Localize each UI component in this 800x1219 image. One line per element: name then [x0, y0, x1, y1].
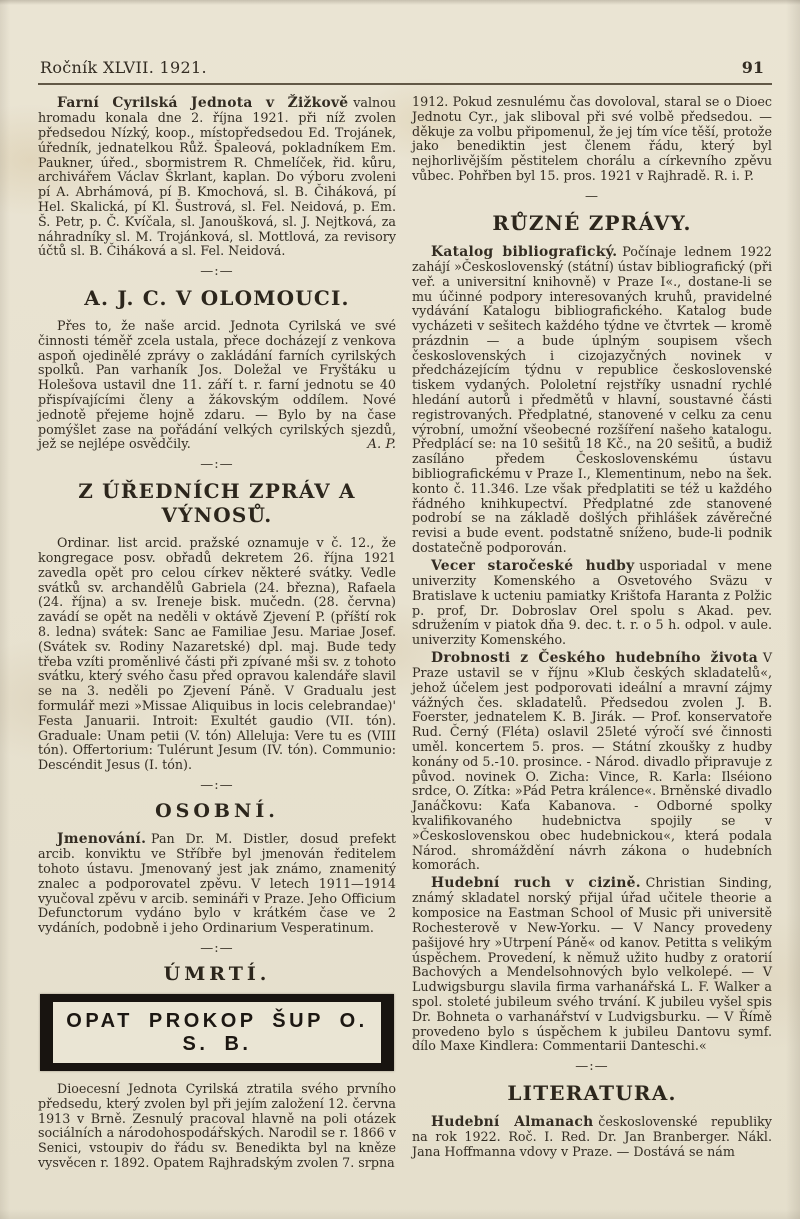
paragraph-text-literatura: československé republiky na rok 1922. Roč. I. Red. Dr. Jan Branberger. Nákl. Jana Hoffmanna vdovy v Praze. — Dostává se nám — [412, 1114, 772, 1160]
paragraph-lead-drobnosti: Drobnosti z Českého hudebního života — [431, 649, 758, 666]
paragraph-cizina — [412, 875, 772, 1054]
paragraph-umrti — [38, 1082, 396, 1171]
section-divider: —:— — [200, 778, 234, 794]
paragraph-text-osobni: Pan Dr. M. Distler, dosud prefekt arcib. konviktu ve Stříbře byl jmenován ředitelem tohoto ústavu. Jmenovaný jest jak známo, znamenitý znalec a podporovatel zpěvu. V letech 1911—1914 vyučoval zpěvu v arcib. semináři v Praze. Jeho Officium Defunctorum vydáno bylo v krátkém čase ve 2 vydáních, podobně i jeho Ordinarium Vesperatinum. — [38, 831, 396, 936]
section-divider: — — [585, 188, 599, 204]
paragraph-text-umrti: Dioecesní Jednota Cyrilská ztratila svého prvního předsedu, který zvolen byl při jejím založení 12. června 1913 v Brně. Zesnulý pracoval hlavně na poli otázek sociálních a národohospodářských. Narodil se r. 1866 v Senici, vstoupiv do řádu sv. Benedikta byl na kněze vysvěcen r. 1892. Opatem Rajhradským zvolen 7. srpna — [38, 1080, 396, 1170]
two-column-layout — [38, 95, 772, 1173]
paragraph-literatura — [412, 1114, 772, 1160]
paragraph-lead-osobni: Jmenování. — [57, 831, 147, 848]
section-heading-umrti: ÚMRTÍ. — [163, 962, 271, 985]
paragraph-text-katalog: Počínaje lednem 1922 zahájí »Československý (státní) ústav bibliografický (při veř. a universitní knihovně) v Praze I«., dostane-li se mu účinné podpory interesovaných kruhů, pravidelné vydávání Katalogu bibliografického. Katalog bude vycházeti v sešitech každého týdne ve čtvrtek — kromě prázdnin — a bude úplným soupisem všech československých i cizojazyčných novinek v předcházejícím týdnu v republice československé tiskem vydaných. Pololetní rejstříky usnadní rychlé hledání autorů i předmětů v hlavní, soustavné části registrovaných. Předplatné, stanovené v celku za cenu výrobní, umožní všeobecné rozšíření našeho katalogu. Předplácí se: na 10 sešitů 18 Kč., na 20 sešitů, a budiž zasíláno předem Československému ústavu bibliografickému v Praze I., Klementinum, nebo na šek. konto č. 11.346. Lze však předplatiti se též u každého řádného knihkupectví. Předplatné zde stanovené podrobí se na základě došlých přihlášek závěrečné revisi a bude event. podstatně sníženo, bude-li podnik dostatečně podporován. — [412, 243, 772, 556]
section-heading-literatura: LITERATURA. — [507, 1081, 677, 1106]
page-header — [38, 58, 772, 85]
left-column — [38, 95, 396, 1173]
paragraph-lead-vecer: Vecer staročeské hudby — [431, 557, 635, 574]
paragraph-vecer — [412, 558, 772, 648]
page-number: 91 — [741, 58, 764, 77]
paragraph-text-cizina: Christian Sinding, známý skladatel norský přijal úřad učitele theorie a komposice na Eastman School of Music při universitě Rochesterově v New-Yorku. — V Nancy provedeny pašijové hry »Utrpení Páně« od kanov. Petitta s velikým úspěchem. Provedení, k němuž užito hudby z oratorií Bachových a Mendelsohnových bylo velkolepé. — V Ludwigsburgu slavila firma varhanářská L. F. Walker a spol. stoleté jubileum svého trvání. K jubileu vyšel spis Dr. Bohneta o varhanářství v Ludvigsburku. — V Římě provedeno bylo s úspěchem k jubileu Dantovu symf. dílo Maxe Kindlera: Commentarii Danteschi.« — [412, 875, 772, 1054]
paragraph-lead-farni: Farní Cyrilská Jednota v Žižkově — [57, 95, 349, 111]
paragraph-farni-jednota — [38, 95, 396, 259]
section-heading-zprav: Z ÚŘEDNÍCH ZPRÁV A VÝNOSŮ. — [78, 479, 356, 528]
paragraph-lead-cizina: Hudební ruch v cizině. — [431, 875, 641, 892]
paragraph-text-drobnosti: V Praze ustavil se v říjnu »Klub českých skladatelů«, jehož účelem jest podporovati ideální a mravní zájmy vážných čes. skladatelů. Předsedou zvolen J. B. Foerster, jednatelem K. B. Jirák. — Prof. konservatoře Rud. Černý (Fléta) oslavil 25leté výročí své činnosti uměl. koncertem 5. pros. — Státní zkoušky z hudby konány od 5.-10. prosince. - Národ. divadlo připravuje z původ. novinek O. Zicha: Vince, R. Karla: Ilséiono srdce, O. Zítka: »Pád Petra králence«. Brněnské divadlo Janáčkovu: Kaťa Kabanova. - Odborné spolky kvalifikovaného hudebnictva spojily se v »Československou obec hudebnickou«, která podala Národ. shromáždění návrh zákona o hudebních komorách. — [412, 649, 772, 873]
obituary-banner — [40, 994, 394, 1071]
paragraph-olomouc — [38, 319, 396, 452]
section-divider: —:— — [200, 457, 234, 473]
right-column — [412, 95, 772, 1173]
paragraph-lead-katalog: Katalog bibliografický. — [431, 243, 618, 260]
section-heading-ruzne-zpravy: RŮZNÉ ZPRÁVY. — [492, 210, 692, 235]
paragraph-text-zprav: Ordinar. list arcid. pražské oznamuje v č. 12., že kongregace posv. obřadů dekretem 26. října 1921 zavedla opět pro celou církev některé svátky. Vedle svátků sv. archandělů Gabriela (24. března), Rafaela (24. října) a sv. Ireneje bisk. mučedn. (28. června) zavádí se opět na neděli v oktávě Zjevení P. (příští rok 8. ledna) svátek: Sanc ae Familiae Jesu. Mariae Josef. (Svátek sv. Rodiny Nazaretské) dpl. maj. Bude tedy třeba vzíti proměnlivé části při zpívané mši sv. z tohoto svátku, který svého času před opravou kalendáře slavil se na 3. neděli po Zjevení Páně. V Gradualu jest formulář mezi »Missae Aliquibus in locis celebrandae)' Festa Januarii. Introit: Exultét gaudio (VII. tón). Graduale: Unam petii (V. tón) Alleluja: Vere tu es (VIII tón). Offertorium: Tulérunt Jesum (IV. tón). Communio: Descéndit Jesus (I. tón). — [38, 535, 396, 773]
paragraph-text-olomouc: Přes to, že naše arcid. Jednota Cyrilská ve své činnosti téměř zcela ustala, přece docházejí z venkova aspoň ojedinělé zprávy o zakládání farních cyrilských spolků. Pan varhaník Jos. Doležal ve Fryštáku u Holešova ustavil dne 11. září t. r. farní jednotu se 40 přispívajícími členy a žákovským oddílem. Nové jednotě přejeme hojně zdaru. — Bylo by na čase pomýšlet zase na pořádání velkých cyrilských sjezdů, jež se nejlépe osvědčily. — [38, 318, 396, 452]
paragraph-katalog — [412, 244, 772, 556]
paragraph-text-farni: valnou hromadu konala dne 2. října 1921. při níž zvolen předsedou Nízký, koop., místopředsedou Ed. Trojánek, úředník, jednatelkou Růž. Špaleová, pokladníkem Em. Paukner, úřed., sbormistrem R. Chmelíček, řid. kůru, archivářem Václav Škrlant, kaplan. Do výboru zvoleni pí A. Abrhámová, pí B. Kmochová, sl. B. Čiháková, pí Hel. Skalická, pí Kl. Šustrová, sl. Fel. Neidová, p. Em. Š. Petr, p. Č. Kvíčala, sl. Janoušková, sl. J. Nejtková, za náhradníky sl. M. Trojánková, sl. Mottlová, za revisory účtů sl. B. Čiháková a sl. Fel. Neidová. — [38, 95, 396, 259]
obituary-banner-frame — [40, 1002, 394, 1063]
section-divider: —:— — [200, 940, 234, 956]
obituary-banner-title: OPAT PROKOP ŠUP O. S. B. — [66, 1009, 368, 1055]
paragraph-zprav — [38, 536, 396, 773]
paragraph-continuation — [412, 95, 772, 184]
section-divider: —:— — [575, 1059, 609, 1075]
volume-label: Ročník XLVII. 1921. — [40, 58, 207, 77]
section-heading-osobni: OSOBNÍ. — [155, 800, 279, 823]
paragraph-osobni — [38, 831, 396, 936]
paragraph-text-vecer: usporiadal v mene univerzity Komenského a Osvetového Sväzu v Bratislave k ucteniu pamiatky Krištofa Haranta z Polžic p. prof, Dr. Dobroslav Orel spolu s Akad. pev. sdružením v piatok dňa 9. dec. t. r. o 5 h. odpol. v aule. univerzity Komenského. — [412, 557, 773, 648]
signature-ap: A. P. — [367, 437, 396, 453]
section-heading-olomouc: A. J. C. V OLOMOUCI. — [84, 286, 350, 311]
paragraph-text-continuation: 1912. Pokud zesnulému čas dovoloval, staral se o Dioec Jednotu Cyr., jak sliboval při své volbě předsedou. — děkuje za volbu připomenul, že jej tím více těší, protože jako benediktin jest členem řádu, který byl nejhorlivějším pěstitelem chorálu a církevního zpěvu vůbec. Pohřben byl 15. pros. 1921 v Rajhradě. R. i. P. — [412, 94, 772, 183]
paragraph-drobnosti — [412, 650, 772, 873]
section-divider: —:— — [200, 264, 234, 280]
paragraph-lead-literatura: Hudební Almanach — [431, 1114, 594, 1131]
